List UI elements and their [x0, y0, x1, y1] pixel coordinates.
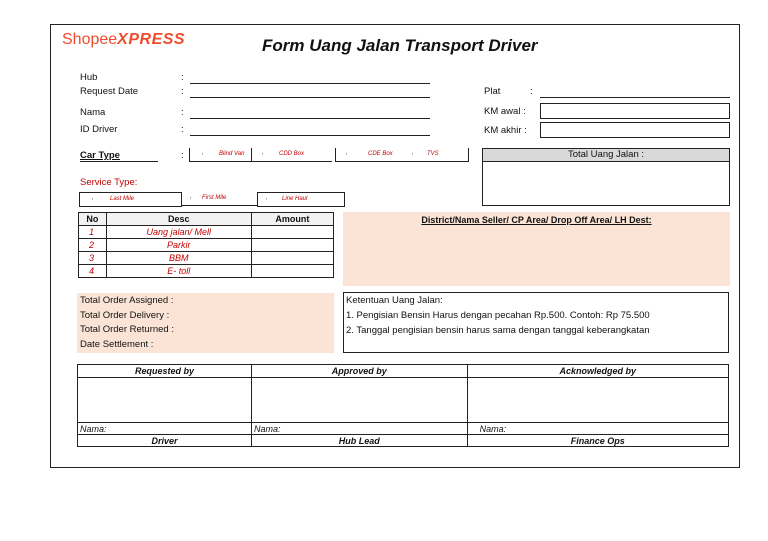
- car-type-option-3[interactable]: [335, 148, 469, 162]
- row-no: 2: [79, 239, 107, 252]
- row-no: 4: [79, 265, 107, 278]
- km-akhir-input[interactable]: [540, 122, 730, 138]
- service-type-comma-3: ,: [266, 195, 268, 201]
- shopee-xpress-logo: [62, 31, 185, 49]
- total-uang-jalan-header: Total Uang Jalan :: [482, 148, 730, 162]
- id-driver-field[interactable]: [190, 135, 430, 136]
- service-type-first-mile: First Mile: [202, 195, 227, 201]
- plat-label: Plat: [484, 86, 501, 97]
- id-driver-colon: :: [181, 124, 184, 135]
- page-title: Form Uang Jalan Transport Driver: [262, 36, 538, 55]
- service-type-option-1[interactable]: [79, 192, 182, 207]
- total-uang-jalan-input[interactable]: [482, 162, 730, 206]
- hub-colon: :: [181, 72, 184, 83]
- service-type-last-mile: Last Mile: [110, 196, 135, 202]
- car-type-tvs: TVS: [427, 151, 439, 157]
- km-awal-input[interactable]: [540, 103, 730, 119]
- totals-panel: [77, 293, 334, 353]
- car-type-option-1[interactable]: [189, 148, 252, 162]
- service-type-option-3[interactable]: [257, 192, 345, 207]
- total-order-assigned: Total Order Assigned :: [80, 295, 174, 306]
- service-type-option-2[interactable]: [181, 192, 258, 206]
- car-type-comma-3: ,: [346, 150, 348, 156]
- car-type-underline: [80, 161, 158, 162]
- car-type-comma-1: ,: [202, 150, 204, 156]
- nama-label: Nama: [80, 107, 106, 118]
- ketentuan-line-1: 1. Pengisian Bensin Harus dengan pecahan Rp.500. Contoh: Rp 75.500: [346, 310, 650, 321]
- acknowledged-by-header: Acknowledged by: [467, 365, 728, 378]
- plat-field[interactable]: [540, 97, 730, 98]
- km-akhir-label: KM akhir :: [484, 125, 527, 136]
- amount-cell[interactable]: [251, 252, 333, 265]
- driver-role: Driver: [78, 435, 252, 447]
- car-type-comma-4: ,: [412, 150, 414, 156]
- row-desc: Parkir: [106, 239, 251, 252]
- col-no-header: No: [79, 213, 107, 226]
- request-date-colon: :: [181, 86, 184, 97]
- approved-nama[interactable]: Nama:: [251, 423, 467, 435]
- cost-table: [78, 212, 334, 278]
- nama-colon: :: [181, 107, 184, 118]
- table-row: [79, 265, 334, 278]
- service-type-comma-1: ,: [92, 195, 94, 201]
- service-type-line-haul: Line Haul: [282, 196, 308, 202]
- hub-field[interactable]: [190, 83, 430, 84]
- district-header: District/Nama Seller/ CP Area/ Drop Off Area/ LH Dest:: [421, 215, 652, 225]
- ketentuan-box: [343, 292, 729, 353]
- km-awal-label: KM awal :: [484, 106, 526, 117]
- request-date-field[interactable]: [190, 97, 430, 98]
- signature-table: [77, 364, 729, 447]
- row-no: 1: [79, 226, 107, 239]
- table-row: [79, 252, 334, 265]
- car-type-blind-van: Blind Van: [219, 151, 245, 157]
- logo-xpress-text: XPRESS: [117, 31, 186, 48]
- col-amount-header: Amount: [251, 213, 333, 226]
- total-order-delivery: Total Order Delivery :: [80, 310, 170, 321]
- service-type-comma-2: ,: [190, 194, 192, 200]
- service-type-label: Service Type:: [80, 177, 138, 188]
- table-row: [79, 226, 334, 239]
- hub-lead-role: Hub Lead: [251, 435, 467, 447]
- car-type-cde-box: CDE Box: [368, 151, 393, 157]
- col-desc-header: Desc: [106, 213, 251, 226]
- requested-signature-area[interactable]: [78, 378, 252, 423]
- car-type-label: Car Type: [80, 150, 120, 161]
- amount-cell[interactable]: [251, 226, 333, 239]
- approved-by-header: Approved by: [251, 365, 467, 378]
- car-type-colon: :: [181, 150, 184, 161]
- car-type-cdd-box: CDD Box: [279, 151, 305, 157]
- total-order-returned: Total Order Returned :: [80, 324, 174, 335]
- row-desc: BBM: [106, 252, 251, 265]
- ketentuan-title: Ketentuan Uang Jalan:: [346, 295, 443, 306]
- car-type-comma-2: ,: [262, 150, 264, 156]
- id-driver-label: ID Driver: [80, 124, 118, 135]
- plat-colon: :: [530, 86, 533, 97]
- requested-nama[interactable]: Nama:: [78, 423, 252, 435]
- table-row: [79, 239, 334, 252]
- car-type-option-2[interactable]: [251, 148, 332, 162]
- logo-shopee-text: Shopee: [62, 31, 118, 48]
- row-desc: Uang jalan/ Mell: [106, 226, 251, 239]
- request-date-label: Request Date: [80, 86, 139, 97]
- finance-ops-role: Finance Ops: [467, 435, 728, 447]
- requested-by-header: Requested by: [78, 365, 252, 378]
- nama-field[interactable]: [190, 118, 430, 119]
- ketentuan-line-2: 2. Tanggal pengisian bensin harus sama dengan tanggal keberangkatan: [346, 325, 650, 336]
- district-panel[interactable]: [343, 212, 730, 286]
- amount-cell[interactable]: [251, 265, 333, 278]
- row-no: 3: [79, 252, 107, 265]
- approved-signature-area[interactable]: [251, 378, 467, 423]
- acknowledged-signature-area[interactable]: [467, 378, 728, 423]
- acknowledged-nama[interactable]: Nama:: [467, 423, 728, 435]
- amount-cell[interactable]: [251, 239, 333, 252]
- hub-label: Hub: [80, 72, 98, 83]
- row-desc: E- toll: [106, 265, 251, 278]
- date-settlement: Date Settlement :: [80, 339, 154, 350]
